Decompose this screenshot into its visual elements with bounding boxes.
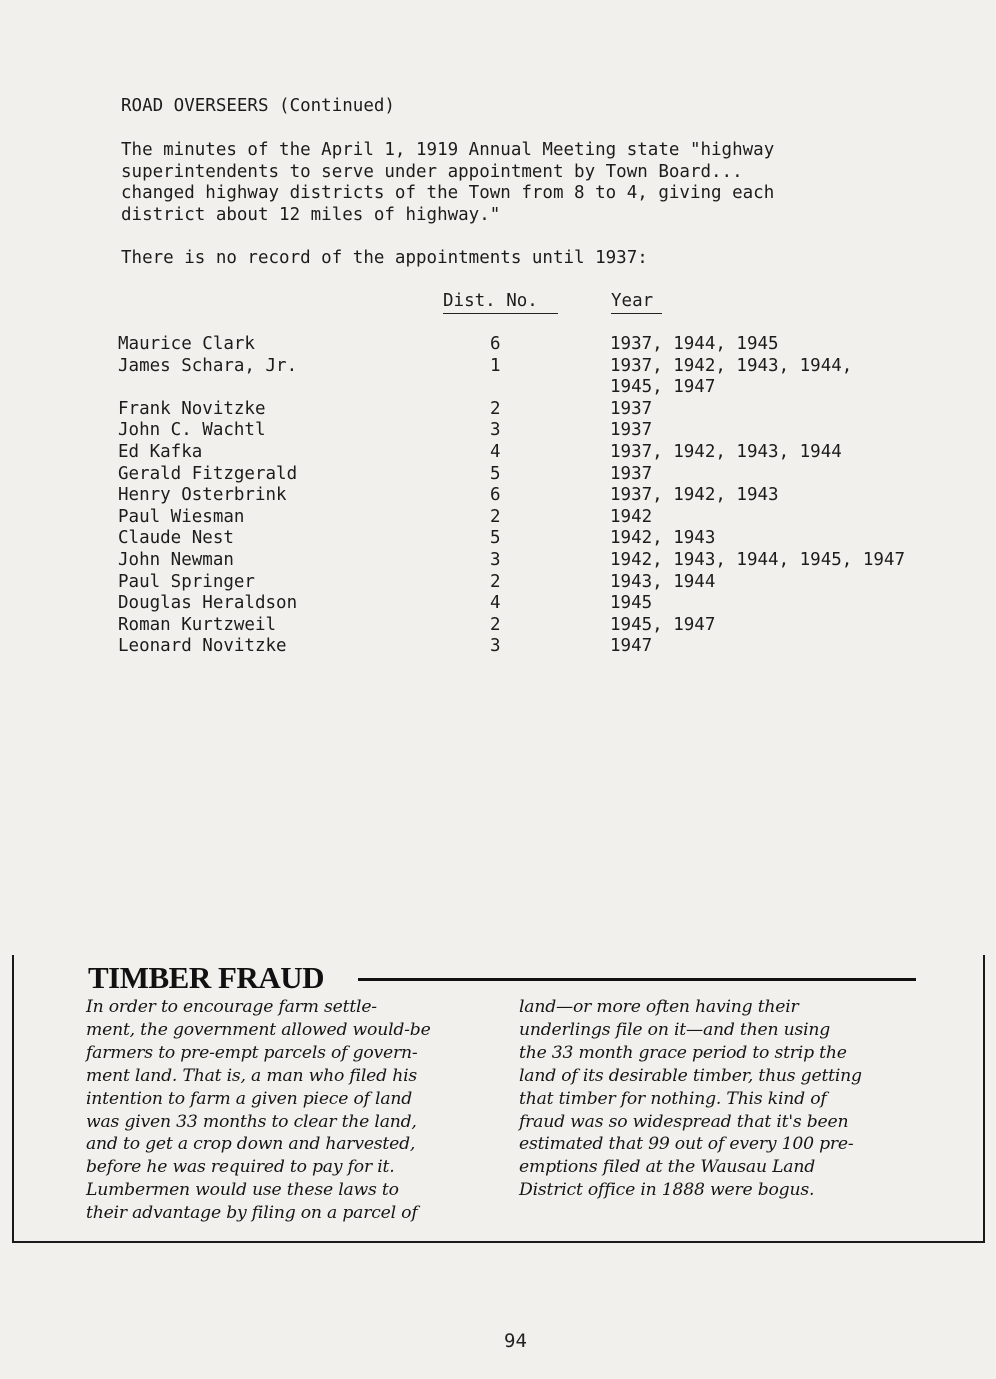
overseer-name: Douglas Heraldson: [118, 593, 298, 614]
table-row: [0, 356, 996, 399]
overseer-name: Frank Novitzke: [118, 398, 266, 419]
district-number: 4: [490, 441, 501, 462]
overseer-name: John Newman: [118, 549, 234, 570]
overseer-name: Henry Osterbrink: [118, 485, 287, 506]
no-record-statement: There is no record of the appointments until 1937:: [121, 248, 648, 268]
sidebar-text-line: fraud was so widespread that it's been: [519, 1111, 849, 1132]
service-years: 1937, 1944, 1945: [610, 334, 779, 354]
service-years: 1937: [610, 463, 653, 484]
table-row: [0, 485, 996, 507]
district-number: 2: [490, 614, 501, 635]
district-number: 5: [490, 463, 501, 484]
service-years: 1937: [610, 420, 653, 441]
sidebar-text-line: ment land. That is, a man who filed his: [86, 1065, 418, 1086]
sidebar-text-line: that timber for nothing. This kind of: [519, 1088, 827, 1109]
service-years: 1937, 1942, 1943, 1944: [610, 441, 842, 462]
service-years: 1945: [610, 593, 653, 614]
overseers-table: [0, 334, 996, 658]
district-number: 3: [490, 549, 501, 570]
sidebar-text-line: land of its desirable timber, thus getting: [519, 1065, 862, 1086]
service-years: 1945, 1947: [610, 614, 716, 635]
intro-line: The minutes of the April 1, 1919 Annual Meeting state "highway: [121, 140, 775, 160]
district-number: 2: [490, 506, 501, 527]
service-years: 1942: [610, 506, 653, 527]
title-rule: [358, 978, 916, 981]
sidebar-text-line: In order to encourage farm settle-: [86, 997, 377, 1017]
intro-line: changed highway districts of the Town from 8 to 4, giving each: [121, 183, 775, 204]
table-row: [0, 528, 996, 550]
section-heading: ROAD OVERSEERS (Continued): [121, 96, 395, 116]
service-years: 1937: [610, 398, 653, 419]
sidebar-text-line: the 33 month grace period to strip the: [519, 1042, 847, 1063]
overseer-name: Paul Wiesman: [118, 506, 245, 527]
table-row: [0, 636, 996, 658]
sidebar-text-line: emptions filed at the Wausau Land: [519, 1157, 816, 1178]
sidebar-text-line: Lumbermen would use these laws to: [86, 1180, 399, 1201]
overseer-name: Gerald Fitzgerald: [118, 463, 298, 484]
service-years: 1947: [610, 636, 653, 657]
sidebar-text-line: underlings file on it—and then using: [519, 1019, 831, 1040]
overseer-name: James Schara, Jr.: [118, 355, 298, 376]
table-row: [0, 464, 996, 486]
district-number: 2: [490, 398, 501, 419]
district-number: 1: [490, 355, 501, 376]
table-row: [0, 615, 996, 637]
district-number: 4: [490, 593, 501, 614]
overseer-name: Roman Kurtzweil: [118, 614, 277, 635]
timber-fraud-column-right: [519, 996, 862, 1202]
timber-fraud-title: TIMBER FRAUD: [88, 960, 324, 995]
sidebar-text-line: was given 33 months to clear the land,: [86, 1111, 417, 1132]
district-number: 3: [490, 420, 501, 441]
column-header-year: Year: [611, 291, 662, 314]
service-years: 1937, 1942, 1943, 1944, 1945, 1947: [610, 355, 853, 398]
district-number: 5: [490, 528, 501, 549]
sidebar-text-line: ment, the government allowed would-be: [86, 1019, 431, 1040]
sidebar-text-line: and to get a crop down and harvested,: [86, 1134, 416, 1155]
overseer-name: Claude Nest: [118, 528, 234, 549]
sidebar-text-line: estimated that 99 out of every 100 pre-: [519, 1134, 854, 1155]
table-row: [0, 399, 996, 421]
sidebar-text-line: their advantage by filing on a parcel of: [86, 1203, 418, 1224]
sidebar-text-line: District office in 1888 were bogus.: [519, 1180, 815, 1201]
intro-line: district about 12 miles of highway.": [121, 204, 501, 225]
service-years: 1937, 1942, 1943: [610, 485, 779, 506]
overseer-name: Leonard Novitzke: [118, 636, 287, 657]
district-number: 6: [490, 334, 501, 354]
overseer-name: Ed Kafka: [118, 441, 203, 462]
timber-fraud-column-left: [86, 996, 431, 1225]
sidebar-text-line: farmers to pre-empt parcels of govern-: [86, 1042, 418, 1063]
service-years: 1942, 1943: [610, 528, 716, 549]
intro-line: superintendents to serve under appointment by Town Board...: [121, 161, 743, 182]
table-row: [0, 593, 996, 615]
district-number: 2: [490, 571, 501, 592]
column-header-dist: Dist. No.: [443, 291, 558, 314]
table-row: [0, 572, 996, 594]
overseer-name: Maurice Clark: [118, 334, 255, 354]
sidebar-text-line: before he was required to pay for it.: [86, 1157, 395, 1178]
service-years: 1943, 1944: [610, 571, 716, 592]
table-row: [0, 507, 996, 529]
service-years: 1942, 1943, 1944, 1945, 1947: [610, 549, 906, 570]
table-row: [0, 420, 996, 442]
sidebar-text-line: land—or more often having their: [519, 997, 799, 1017]
intro-paragraph: [121, 140, 941, 226]
table-row: [0, 442, 996, 464]
page-number: 94: [504, 1330, 527, 1352]
table-row: [0, 334, 996, 356]
district-number: 3: [490, 636, 501, 657]
sidebar-text-line: intention to farm a given piece of land: [86, 1088, 413, 1109]
table-row: [0, 550, 996, 572]
overseer-name: Paul Springer: [118, 571, 255, 592]
district-number: 6: [490, 485, 501, 506]
overseer-name: John C. Wachtl: [118, 420, 266, 441]
